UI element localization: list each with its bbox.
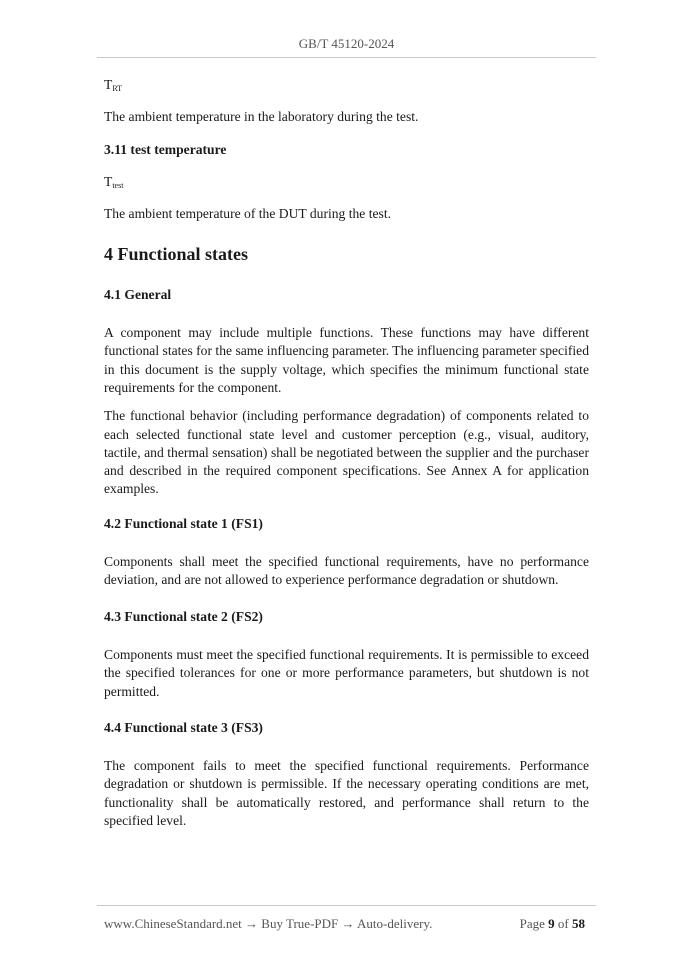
- header-divider: [97, 57, 596, 58]
- heading-4-4: 4.4 Functional state 3 (FS3): [104, 719, 263, 735]
- symbol-ttest-subscript: test: [112, 180, 124, 190]
- page-of: of: [557, 916, 569, 931]
- trt-definition: The ambient temperature in the laboratory during the test.: [104, 109, 419, 125]
- footer-promo: [104, 916, 432, 932]
- symbol-ttest: [104, 173, 589, 195]
- paragraph-4-3: Components must meet the specified functional requirements. It is permissible to exceed the specified tolerances for one or more performance parameters, but shutdown is not permitted.: [104, 646, 589, 699]
- paragraph-4-2: Components shall meet the specified functional requirements, have no performance deviation, and are not allowed to experience performance degradation or shutdown.: [104, 554, 589, 588]
- heading-4-2: 4.2 Functional state 1 (FS1): [104, 515, 263, 531]
- symbol-trt: [104, 76, 589, 98]
- buy-text: Buy True-PDF: [261, 916, 339, 931]
- paragraph-4-1-b: The functional behavior (including performance degradation) of components related to each selected functional state level and customer perception (e.g., visual, auditory, tactile, and thermal sensation) shall be negotiated between the supplier and the purchaser and described in the required component specifications. See Annex A for application examples.: [104, 408, 589, 497]
- heading-4-1: 4.1 General: [104, 286, 172, 302]
- arrow-1: →: [241, 916, 262, 931]
- heading-4-3: 4.3 Functional state 2 (FS2): [104, 608, 263, 624]
- heading-4: 4 Functional states: [104, 244, 248, 265]
- page-content: [104, 72, 589, 830]
- symbol-trt-subscript: RT: [112, 84, 123, 93]
- footer-divider: [97, 905, 596, 906]
- page-number: [520, 916, 585, 932]
- symbol-trt-main: T: [104, 77, 113, 92]
- paragraph-4-4: The component fails to meet the specified functional requirements. Performance degradation or shutdown is permissible. If the necessary operating conditions are met, functionality shall be automatically restored, and performance shall return to the specified level.: [104, 758, 589, 829]
- running-header: GB/T 45120-2024: [298, 36, 395, 51]
- ttest-definition: The ambient temperature of the DUT during the test.: [104, 206, 392, 222]
- page-current: 9: [548, 916, 555, 931]
- paragraph-4-1-a: A component may include multiple functions. These functions may have different functional states for the same influencing parameter. The influencing parameter specified in this document is the supply voltage, which specifies the minimum functional state requirements for the component.: [104, 325, 589, 395]
- site-link[interactable]: www.ChineseStandard.net: [104, 916, 242, 931]
- symbol-ttest-main: T: [104, 173, 113, 189]
- page-total: 58: [572, 916, 585, 931]
- heading-3-11: 3.11 test temperature: [104, 141, 227, 157]
- page-label: Page: [519, 916, 545, 931]
- arrow-2: →: [338, 916, 358, 931]
- delivery-text: Auto-delivery.: [357, 916, 433, 931]
